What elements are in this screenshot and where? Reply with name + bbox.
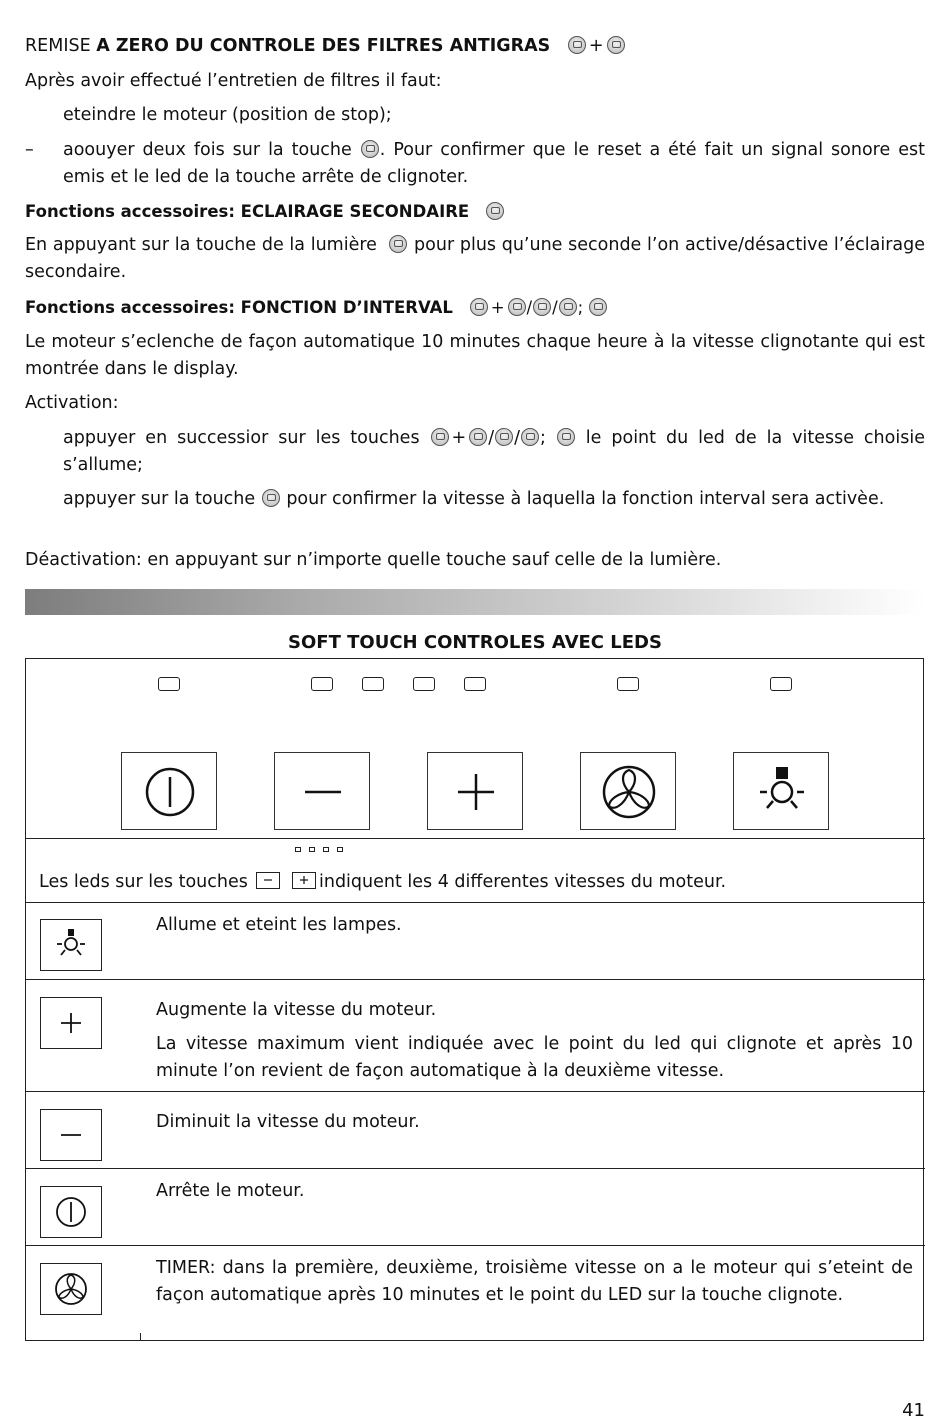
minus-icon <box>275 753 371 831</box>
heading-text: Fonctions accessoires: ECLAIRAGE SECONDAIRE <box>25 202 470 221</box>
activation-label: Activation: <box>25 393 119 413</box>
minus-icon <box>256 872 280 889</box>
row-timer-text: TIMER: dans la première, deuxième, troisième vitesse on a le moteur qui s’eteint de façon automatique après 10 minutes et le point du LED sur la touche clignote. <box>156 1258 913 1305</box>
speed-led-3 <box>413 677 435 691</box>
controls-table-title: SOFT TOUCH CONTROLES AVEC LEDS <box>288 632 662 653</box>
speed-led-mini <box>323 847 329 852</box>
leds-note <box>39 869 939 896</box>
minus-key <box>274 752 370 830</box>
reset-button-icon <box>557 428 575 446</box>
filter-reset-step1: eteindre le moteur (position de stop); <box>63 105 392 125</box>
speed-led-mini <box>309 847 315 852</box>
table-divider-stub <box>140 1333 141 1341</box>
row-light-text: Allume et eteint les lampes. <box>156 915 402 935</box>
power-led <box>158 677 180 691</box>
row-timer-key <box>40 1263 102 1315</box>
speed-1-icon <box>508 298 526 316</box>
light-icon <box>41 920 101 970</box>
timer-led <box>617 677 639 691</box>
power-key <box>121 752 217 830</box>
table-divider <box>25 979 925 980</box>
power-icon <box>41 1187 101 1237</box>
reset-button-icon <box>589 298 607 316</box>
reset-button-icon <box>568 36 586 54</box>
semicolon: ; <box>577 298 584 317</box>
slash: / <box>526 298 533 317</box>
secondary-light-text <box>25 232 925 286</box>
speed-1-icon <box>469 428 487 446</box>
light-button-icon <box>486 202 504 220</box>
row-plus-text: Augmente la vitesse du moteur. <box>156 1000 437 1020</box>
slash: / <box>552 298 558 317</box>
reset-button-icon <box>431 428 449 446</box>
plus-icon <box>428 753 524 831</box>
speed-2-icon <box>495 428 513 446</box>
section-divider-bar <box>25 589 925 615</box>
timer-key <box>580 752 676 830</box>
text-before: appuyer en successior sur les touches <box>63 428 420 448</box>
row-minus-text: Diminuit la vitesse du moteur. <box>156 1112 420 1132</box>
plus-sign: + <box>451 428 467 448</box>
minus-icon <box>41 1110 101 1160</box>
slash: / <box>488 428 495 448</box>
row-minus-key <box>40 1109 102 1161</box>
fan-icon <box>41 1264 101 1314</box>
speed-led-mini <box>337 847 343 852</box>
filter-reset-heading <box>25 33 925 60</box>
interval-heading <box>25 294 925 321</box>
light-key <box>733 752 829 830</box>
table-divider <box>25 1091 925 1092</box>
note-after: indiquent les 4 differentes vitesses du moteur. <box>319 872 727 892</box>
speed-3-icon <box>559 298 577 316</box>
heading-text: Fonctions accessoires: FONCTION D’INTERVAL <box>25 298 453 317</box>
text-after: pour confirmer la vitesse à laquella la fonction interval sera activèe. <box>280 489 885 509</box>
heading-bold: A ZERO DU CONTROLE DES FILTRES ANTIGRAS <box>96 36 551 56</box>
interval-text: Le moteur s’eclenche de façon automatique 10 minutes chaque heure à la vitesse clignotante qui est montrée dans le display. <box>25 332 925 379</box>
row-plus-text-2: La vitesse maximum vient indiquée avec le point du led qui clignote et après 10 minute l’on revient de façon automatique à la deuxième vitesse. <box>156 1034 913 1081</box>
row-plus-key <box>40 997 102 1049</box>
note-before: Les leds sur les touches <box>39 872 248 892</box>
reset-button-icon <box>361 140 379 158</box>
row-light-key <box>40 919 102 971</box>
filter-reset-intro: Après avoir effectué l’entretien de filtres il faut: <box>25 71 442 91</box>
activation-step2 <box>63 486 925 513</box>
power-icon <box>122 753 218 831</box>
row-power-text: Arrête le moteur. <box>156 1181 305 1201</box>
heading-prefix: REMISE <box>25 36 97 56</box>
light-led <box>770 677 792 691</box>
text-before: En appuyant sur la touche de la lumière <box>25 235 377 255</box>
deactivation-text: Déactivation: en appuyant sur n’importe quelle touche sauf celle de la lumière. <box>25 550 722 570</box>
light-button-icon <box>389 235 407 253</box>
step2-text-before: aoouyer deux fois sur la touche <box>63 140 352 160</box>
speed-led-2 <box>362 677 384 691</box>
reset-button-icon <box>470 298 488 316</box>
plus-icon <box>292 872 316 889</box>
plus-key <box>427 752 523 830</box>
step2-text-after: . Pour confirmer que le reset a été fait un signal sonore est emis et le led de la touche arrête de clignoter. <box>63 140 925 187</box>
speed-3-icon <box>521 428 539 446</box>
speed-led-4 <box>464 677 486 691</box>
slash: / <box>514 428 520 448</box>
table-divider <box>25 902 925 903</box>
text-before: appuyer sur la touche <box>63 489 256 509</box>
plus-sign: + <box>490 298 505 317</box>
filter-reset-step2 <box>63 137 925 191</box>
list-dash: – <box>25 140 34 160</box>
plus-sign: + <box>588 36 604 56</box>
speed-2-icon <box>533 298 551 316</box>
activation-step1 <box>63 425 925 479</box>
semicolon: ; <box>540 428 546 448</box>
text-after: le point du led de la vitesse choisie s’allume; <box>63 428 925 475</box>
table-divider <box>25 1168 925 1169</box>
plus-icon <box>41 998 101 1048</box>
speed-led-mini <box>295 847 301 852</box>
table-divider <box>25 838 925 839</box>
secondary-light-heading <box>25 198 925 225</box>
fan-icon <box>581 753 677 831</box>
reset-button-icon <box>607 36 625 54</box>
speed-led-1 <box>311 677 333 691</box>
row-power-key <box>40 1186 102 1238</box>
reset-button-icon <box>262 489 280 507</box>
page-number: 41 <box>902 1400 925 1421</box>
text-after: pour plus qu’une seconde l’on active/désactive l’éclairage secondaire. <box>25 235 925 282</box>
light-icon <box>734 753 830 831</box>
table-divider <box>25 1245 925 1246</box>
